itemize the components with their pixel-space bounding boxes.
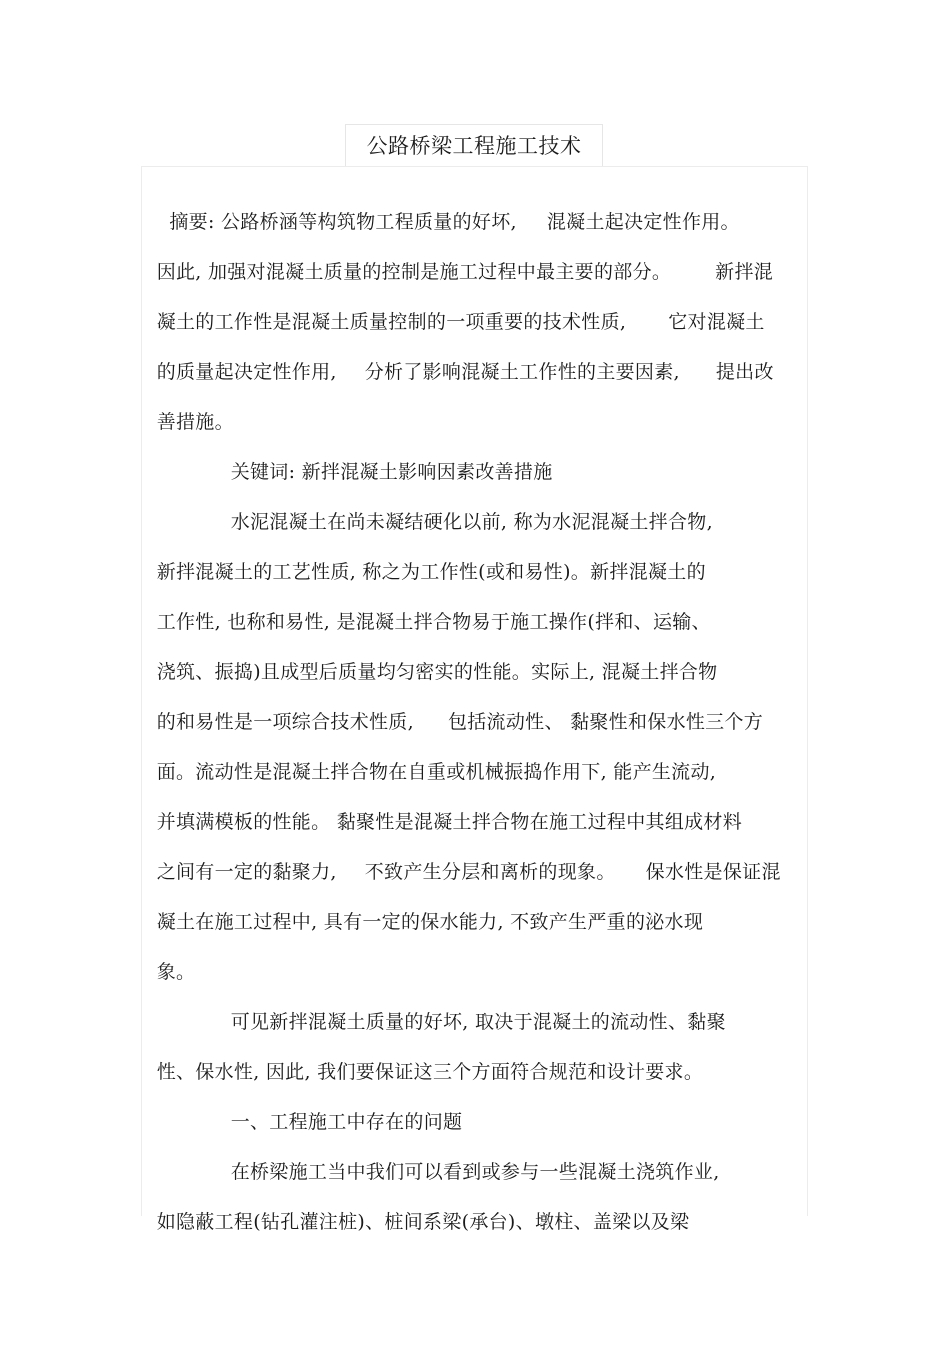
- line-12-seg-1: 面。流动性是混凝土拌合物在自重或机械振捣作用下, 能产生流动,: [156, 761, 717, 783]
- line-16-seg-1: 象。: [156, 961, 196, 983]
- line-10-seg-1: 浇筑、振捣)且成型后质量均匀密实的性能。实际上, 混凝土拌合物: [156, 661, 718, 683]
- text-line-11: [144, 677, 764, 733]
- line-4-seg-3: 提出改: [715, 361, 774, 383]
- line-5-seg-1: 善措施。: [156, 411, 234, 433]
- line-4-seg-1: 的质量起决定性作用,: [156, 361, 337, 383]
- text-line-9: [144, 577, 711, 633]
- line-4-seg-2: 分析了影响混凝土工作性的主要因素,: [364, 361, 680, 383]
- line-20-seg-1: 在桥梁施工当中我们可以看到或参与一些混凝土浇筑作业,: [230, 1161, 720, 1183]
- keywords-text: 关键词: 新拌混凝土影响因素改善措施: [230, 461, 553, 483]
- text-line-13: [144, 777, 743, 833]
- text-line-20: [218, 1127, 720, 1183]
- text-line-7: [218, 477, 713, 533]
- section-heading-text: 一、工程施工中存在的问题: [230, 1111, 463, 1133]
- text-line-2: [144, 227, 774, 283]
- section-heading-1: [218, 1077, 463, 1133]
- line-9-seg-1: 工作性, 也称和易性, 是混凝土拌合物易于施工操作(拌和、运输、: [156, 611, 711, 633]
- keywords-line: [218, 427, 553, 483]
- text-line-4: [144, 327, 774, 383]
- line-2-seg-1: 因此, 加强对混凝土质量的控制是施工过程中最主要的部分。: [156, 261, 672, 283]
- line-18-seg-1: 性、保水性, 因此, 我们要保证这三个方面符合规范和设计要求。: [156, 1061, 704, 1083]
- line-13-seg-1: 并填满模板的性能。 黏聚性是混凝土拌合物在施工过程中其组成材料: [156, 811, 743, 833]
- text-line-18: [144, 1027, 704, 1083]
- line-17-seg-1: 可见新拌混凝土质量的好坏, 取决于混凝土的流动性、黏聚: [230, 1011, 726, 1033]
- line-14-seg-2: 不致产生分层和离析的现象。: [364, 861, 616, 883]
- line-11-seg-1: 的和易性是一项综合技术性质,: [156, 711, 414, 733]
- line-3-seg-1: 凝土的工作性是混凝土质量控制的一项重要的技术性质,: [156, 311, 627, 333]
- text-line-16: [144, 927, 196, 983]
- line-2-seg-2: 新拌混: [715, 261, 774, 283]
- text-line-3: [144, 277, 765, 333]
- line-14-seg-3: 保水性是保证混: [645, 861, 781, 883]
- line-1-seg-1: 摘要: 公路桥涵等构筑物工程质量的好坏,: [156, 211, 517, 233]
- line-1-seg-2: 混凝土起决定性作用。: [546, 211, 740, 233]
- line-14-seg-1: 之间有一定的黏聚力,: [156, 861, 337, 883]
- line-15-seg-1: 凝土在施工过程中, 具有一定的保水能力, 不致产生严重的泌水现: [156, 911, 704, 933]
- text-line-1: [144, 177, 740, 233]
- text-line-10: [144, 627, 718, 683]
- text-line-21: [144, 1177, 690, 1233]
- text-line-8: [144, 527, 706, 583]
- line-7-seg-1: 水泥混凝土在尚未凝结硬化以前, 称为水泥混凝土拌合物,: [230, 511, 713, 533]
- text-line-5: [144, 377, 234, 433]
- line-3-seg-2: 它对混凝土: [668, 311, 765, 333]
- text-line-14: [144, 827, 781, 883]
- line-8-seg-1: 新拌混凝土的工艺性质, 称之为工作性(或和易性)。新拌混凝土的: [156, 561, 706, 583]
- line-11-seg-2: 包括流动性、 黏聚性和保水性三个方: [447, 711, 764, 733]
- text-line-12: [144, 727, 717, 783]
- document-title: 公路桥梁工程施工技术: [345, 124, 603, 166]
- text-line-17: [218, 977, 726, 1033]
- text-line-15: [144, 877, 704, 933]
- line-21-seg-1: 如隐蔽工程(钻孔灌注桩)、桩间系梁(承台)、墩柱、盖梁以及梁: [156, 1211, 690, 1233]
